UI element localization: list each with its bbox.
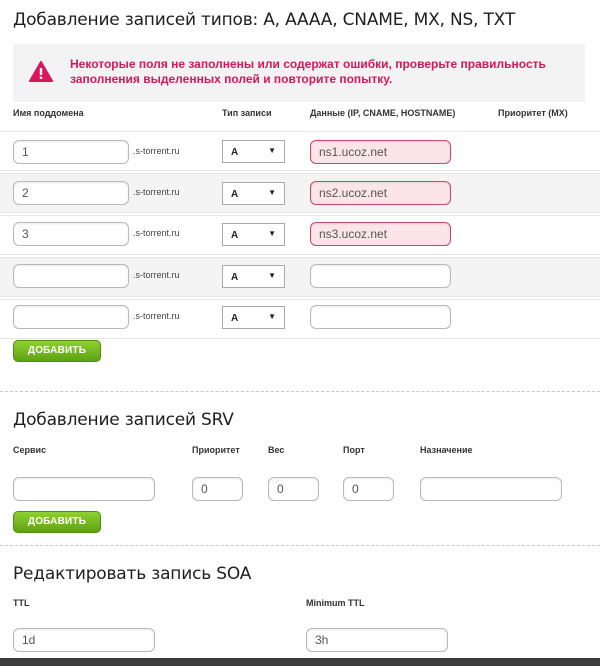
subdomain-input[interactable]: [13, 305, 129, 329]
chevron-down-icon: ▼: [268, 146, 276, 155]
col-priority-label: Приоритет (MX): [498, 108, 568, 118]
record-type-select[interactable]: [222, 306, 285, 329]
srv-target-label: Назначение: [420, 445, 473, 455]
srv-weight-label: Вес: [268, 445, 285, 455]
subdomain-input[interactable]: 3: [13, 222, 129, 246]
footer-bar: [0, 658, 600, 666]
record-type-select[interactable]: [222, 182, 285, 205]
section-divider: [0, 391, 600, 392]
record-type-select[interactable]: [222, 140, 285, 163]
col-data-label: Данные (IP, CNAME, HOSTNAME): [310, 108, 456, 118]
record-type-value: A: [231, 313, 239, 324]
domain-suffix: .s-torrent.ru: [133, 270, 180, 280]
record-type-value: A: [231, 147, 239, 158]
record-type-select[interactable]: [222, 265, 285, 288]
soa-ttl-input[interactable]: 1d: [13, 628, 155, 652]
record-data-input[interactable]: ns3.ucoz.net: [310, 222, 451, 246]
srv-service-input[interactable]: [13, 477, 155, 501]
add-srv-button[interactable]: ДОБАВИТЬ: [13, 511, 101, 533]
domain-suffix: .s-torrent.ru: [133, 187, 180, 197]
soa-ttl-label: TTL: [13, 598, 30, 608]
domain-suffix: .s-torrent.ru: [133, 228, 180, 238]
record-type-value: A: [231, 230, 239, 241]
srv-port-label: Порт: [343, 445, 365, 455]
srv-service-label: Сервис: [13, 445, 47, 455]
srv-priority-input[interactable]: 0: [192, 477, 243, 501]
record-data-input[interactable]: ns1.ucoz.net: [310, 140, 451, 164]
dns-section-title: Добавление записей типов: A, AAAA, CNAME, MX, NS, TXT: [13, 10, 516, 30]
record-type-select[interactable]: [222, 223, 285, 246]
record-data-input[interactable]: ns2.ucoz.net: [310, 181, 451, 205]
subdomain-input[interactable]: [13, 264, 129, 288]
soa-min-ttl-label: Minimum TTL: [306, 598, 365, 608]
chevron-down-icon: ▼: [268, 312, 276, 321]
record-type-value: A: [231, 272, 239, 283]
error-alert: [13, 44, 585, 102]
soa-section-title: Редактировать запись SOA: [13, 564, 252, 584]
chevron-down-icon: ▼: [268, 188, 276, 197]
subdomain-input[interactable]: 1: [13, 140, 129, 164]
col-subdomain-label: Имя поддомена: [13, 108, 84, 118]
domain-suffix: .s-torrent.ru: [133, 311, 180, 321]
record-type-value: A: [231, 189, 239, 200]
subdomain-input[interactable]: 2: [13, 181, 129, 205]
srv-weight-input[interactable]: 0: [268, 477, 319, 501]
srv-port-input[interactable]: 0: [343, 477, 394, 501]
error-alert-text: Некоторые поля не заполнены или содержат ошибки, проверьте правильность заполнения выделенных полей и повторите попытку.: [70, 57, 546, 86]
srv-priority-label: Приоритет: [192, 445, 240, 455]
section-divider: [0, 545, 600, 546]
srv-section-title: Добавление записей SRV: [13, 410, 234, 430]
col-type-label: Тип записи: [222, 108, 272, 118]
soa-min-ttl-input[interactable]: 3h: [306, 628, 448, 652]
warning-icon: [29, 61, 53, 82]
add-records-button[interactable]: ДОБАВИТЬ: [13, 340, 101, 362]
record-data-input[interactable]: [310, 264, 451, 288]
srv-target-input[interactable]: [420, 477, 562, 501]
record-data-input[interactable]: [310, 305, 451, 329]
domain-suffix: .s-torrent.ru: [133, 146, 180, 156]
chevron-down-icon: ▼: [268, 271, 276, 280]
chevron-down-icon: ▼: [268, 229, 276, 238]
